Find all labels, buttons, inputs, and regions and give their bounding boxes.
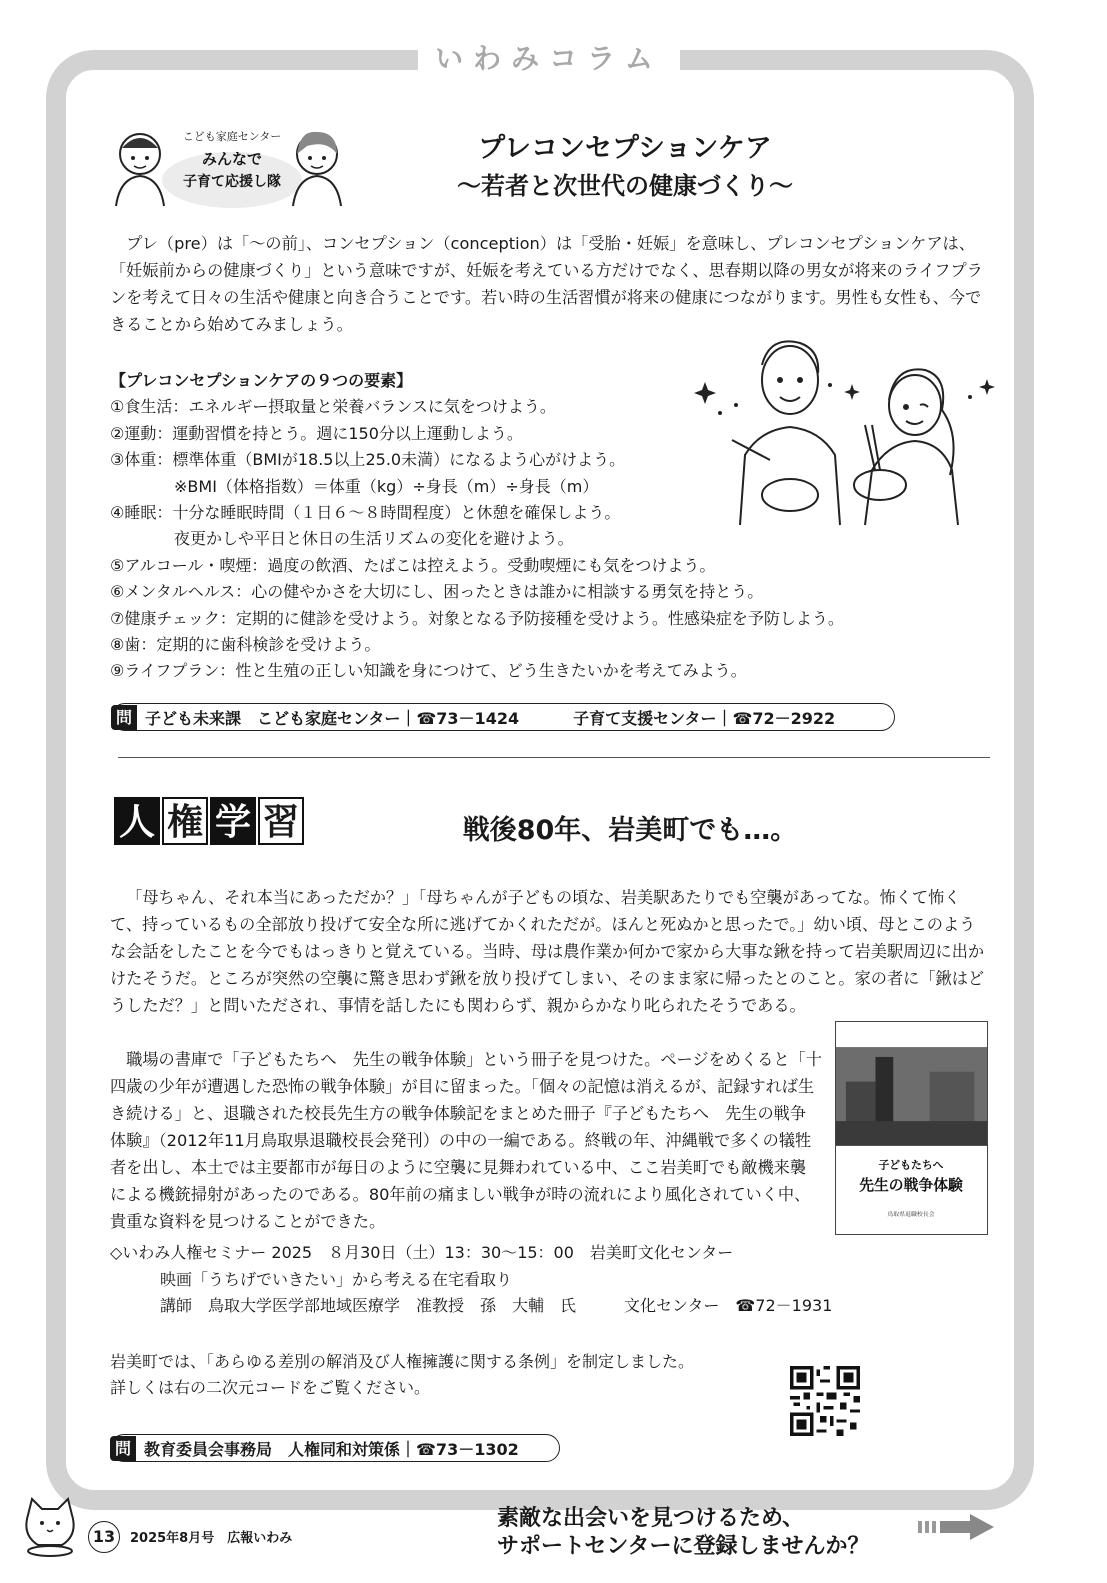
- list-item: ③体重：標準体重（BMIが18.5以上25.0未満）になるよう心がけよう。: [110, 450, 626, 470]
- list-item: ⑦健康チェック：定期的に健診を受けよう。対象となる予防接種を受けよう。性感染症を予防しよう。: [110, 608, 844, 628]
- list-item: ②運動：運動習慣を持とう。週に150分以上運動しよう。: [110, 423, 523, 443]
- seminar-info: [110, 1240, 832, 1320]
- seminar-line3: 講師 鳥取大学医学部地域医療学 准教授 孫 大輔 氏 文化センター ☎72－1931: [160, 1296, 833, 1315]
- seminar-line1: ◇いわみ人権セミナー 2025 ８月30日（土）13：30～15：00 岩美町文化センター: [110, 1243, 734, 1262]
- section1-title: プレコンセプションケア: [478, 133, 772, 164]
- list-item: ⑤アルコール・喫煙：過度の飲酒、たばこは控えよう。受動喫煙にも気をつけよう。: [110, 555, 716, 575]
- ordinance-line1: 岩美町では、「あらゆる差別の解消及び人権擁護に関する条例」を制定しました。: [110, 1352, 695, 1371]
- book-title-large: 先生の戦争体験: [859, 1177, 963, 1195]
- column-label: いわみコラム: [418, 42, 680, 76]
- list-item: ⑧歯：定期的に歯科検診を受けよう。: [110, 635, 381, 655]
- inquiry-mark: 問: [111, 705, 137, 730]
- elements-heading: 【プレコンセプションケアの９つの要素】: [110, 371, 413, 390]
- contact-dept: 子ども未来課 こども家庭センター｜☎73－1424: [145, 708, 520, 728]
- promo-line2: サポートセンターに登録しませんか？: [497, 1534, 870, 1559]
- badge-arc-text: こども家庭センター: [182, 130, 282, 143]
- list-item: ①食生活：エネルギー摂取量と栄養バランスに気をつけよう。: [110, 397, 556, 417]
- list-item: ⑥メンタルヘルス：心の健やかさを大切にし、困ったときは誰かに相談する勇気を持とう。: [110, 582, 764, 602]
- support-team-badge: [112, 118, 350, 210]
- page-number: 13: [88, 1521, 120, 1553]
- list-item-note: ※BMI（体格指数）＝体重（kg）÷身長（m）÷身長（m）: [174, 476, 599, 496]
- book-publisher: 鳥取県退職校長会: [887, 1211, 935, 1218]
- badge-line2: 子育て応援し隊: [183, 174, 281, 190]
- section-divider: [118, 757, 990, 758]
- badge-line1: みんなで: [201, 150, 263, 168]
- ordinance-notice: [110, 1349, 694, 1401]
- promo-line1: 素敵な出会いを見つけるため、: [497, 1506, 805, 1531]
- next-page-arrow-icon: [918, 1512, 996, 1542]
- contact-box-education: [110, 1434, 560, 1462]
- section1-intro-text: プレ（pre）は「～の前」、コンセプション（conception）は「受胎・妊娠」を意味し、プレコンセプションケアは、「妊娠前からの健康づくり」という意味ですが、妊娠を考えている方だけでなく、思春期以降の男女が将来のライフプランを考えて日々の生活や健康と向き合うことです。若い時の生活習慣が将来の健康につながります。男性も女性も、今できることから始めてみましょう。: [110, 234, 983, 334]
- section2-para2: [110, 1046, 822, 1235]
- ordinance-line2: 詳しくは右の二次元コードをご覧ください。: [110, 1378, 431, 1397]
- support-center-promo: [497, 1505, 869, 1561]
- list-item-note: 夜更かしや平日と休日の生活リズムの変化を避けよう。: [174, 529, 574, 549]
- section2-para2-text: 職場の書庫で「子どもたちへ 先生の戦争体験」という冊子を見つけた。ぺージをめくると「十四歳の少年が遭遇した恐怖の戦争体験」が目に留まった。「個々の記憶は消えるが、記録すれば生き続ける」と、退職された校長先生方の戦争体験記をまとめた冊子『子どもたちへ 先生の戦争体験』（2012年11月鳥取県退職校長会発刊）の中の一編である。終戦の年、沖縄戦で多くの犠牲者を出し、本土では主要都市が毎日のように空襲に見舞われている中、ここ岩美町でも敵機来襲による機銃掃射があったのである。80年前の痛ましい戦争が時の流れにより風化されていく中、貴重な資料を見つけることができた。: [110, 1050, 822, 1231]
- label-char: 人: [114, 797, 160, 845]
- label-char: 学: [210, 797, 256, 845]
- tab-bar-right: [680, 50, 698, 70]
- contact-dept: 教育委員会事務局 人権同和対策係｜☎73－1302: [144, 1439, 519, 1459]
- book-title-small: 子どもたちへ: [878, 1158, 944, 1172]
- contact-box-child-future: [111, 703, 895, 731]
- contact-second: 子育て支援センター｜☎72－2922: [573, 708, 836, 728]
- book-cover-image: [835, 1021, 988, 1235]
- section2-title: 戦後80年、岩美町でも…。: [462, 815, 798, 846]
- couple-eating-illustration: [690, 335, 1000, 535]
- section1-subtitle: ～若者と次世代の健康づくり～: [457, 172, 793, 200]
- tab-bar-left: [400, 50, 418, 70]
- section2-para1-text: 「母ちゃん、それ本当にあっただか？」「母ちゃんが子どもの頃な、岩美駅あたりでも空襲があってな。怖くて怖くて、持っているもの全部放り投げて安全な所に逃げてかくれただが。ほんと死ぬかと思ったで。」幼い頃、母とこのような会話をしたことを今でもはっきりと覚えている。当時、母は農作業か何かで家から大事な鍬を持って岩美駅周辺に出かけたそうだ。ところが突然の空襲に驚き思わず鍬を放り投げてしまい、そのまま家に帰ったとのこと。家の者に「鍬はどうしただ？」と問いただされ、事情を話したにも関わらず、親からかなり叱られたそうである。: [110, 888, 985, 1015]
- list-item: ④睡眠：十分な睡眠時間（１日６～８時間程度）と休憩を確保しよう。: [110, 503, 621, 523]
- qr-code[interactable]: [790, 1366, 860, 1436]
- cat-mascot-icon: [18, 1495, 86, 1557]
- label-char: 権: [162, 797, 208, 845]
- section1-intro: [110, 230, 990, 338]
- seminar-line2: 映画「うちげでいきたい」から考える在宅看取り: [160, 1269, 513, 1289]
- issue-info: 2025年8月号 広報いわみ: [130, 1531, 293, 1546]
- inquiry-mark: 問: [110, 1436, 136, 1461]
- human-rights-label: [114, 797, 306, 845]
- label-char: 習: [258, 797, 304, 845]
- section2-para1: [110, 884, 990, 1019]
- list-item: ⑨ライフプラン：性と生殖の正しい知識を身につけて、どう生きたいかを考えてみよう。: [110, 661, 747, 681]
